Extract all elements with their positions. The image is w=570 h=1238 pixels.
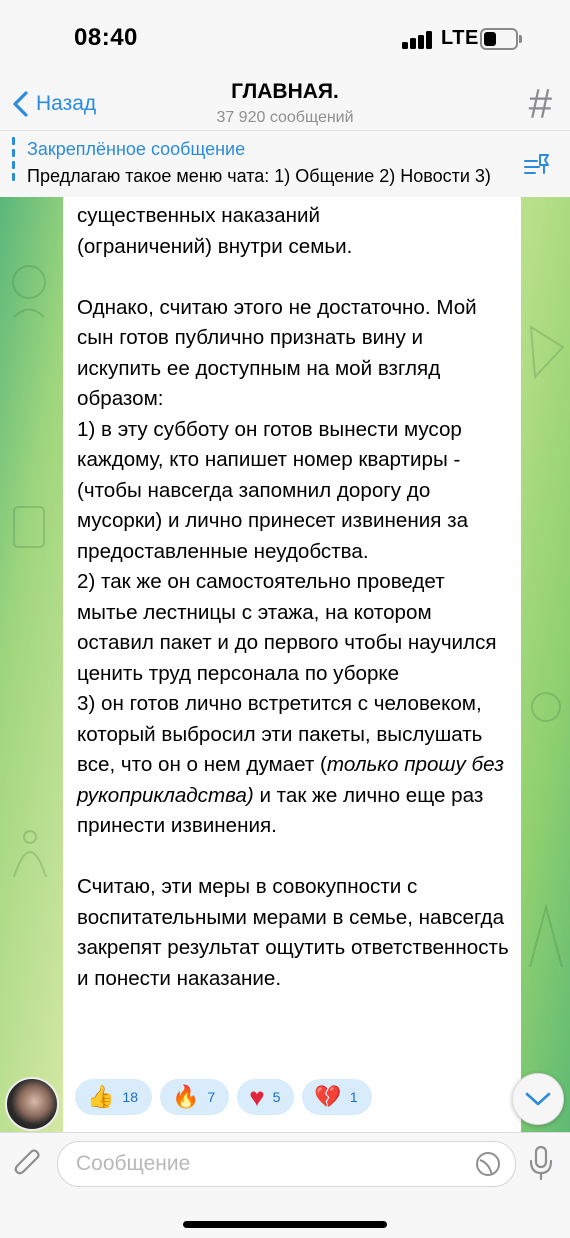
reaction-count: 7: [207, 1089, 216, 1105]
sender-avatar[interactable]: [5, 1077, 59, 1131]
battery-icon: [480, 28, 518, 50]
pinned-message[interactable]: [0, 130, 570, 198]
background-doodle: [525, 317, 569, 387]
back-button[interactable]: [8, 84, 96, 124]
reaction-count: 5: [272, 1089, 281, 1105]
composer-bar: [0, 1132, 570, 1238]
broken-heart-icon: 💔: [314, 1084, 342, 1109]
message-bubble[interactable]: [63, 197, 521, 1132]
pinned-title: Закреплённое сообщение: [27, 139, 246, 159]
reactions-row: [75, 1079, 372, 1115]
background-doodle: [6, 817, 54, 887]
message-text-part: и так же лично еще раз принести извинения. Считаю, эти меры в совокупности с воспитательными мерами в семье, навсегда закрепят результат ощутить ответственность и понести наказание.: [77, 783, 509, 990]
thumbs-up-icon: 👍: [87, 1084, 115, 1109]
chevron-down-icon: [524, 1090, 552, 1108]
back-label: Назад: [36, 92, 97, 115]
heart-icon: ♥: [249, 1082, 265, 1112]
network-label: LTE: [441, 27, 479, 49]
background-doodle: [526, 677, 568, 737]
reaction-fire[interactable]: [160, 1079, 229, 1115]
reaction-thumbs-up[interactable]: [75, 1079, 152, 1115]
scroll-down-button[interactable]: [512, 1073, 564, 1125]
signal-icon: [402, 31, 434, 49]
hash-icon[interactable]: #: [528, 80, 552, 127]
message-count: 37 920 сообщений: [216, 109, 354, 126]
pinned-text: Предлагаю такое меню чата: 1) Общение 2) Новости 3): [27, 166, 491, 186]
chat-area[interactable]: [0, 197, 570, 1132]
message-text-part: существенных наказаний (ограничений) внутри семьи. Однако, считаю этого не достаточно. Мой сын готов публично признать вину и искупить ее доступным на мой взгляд образом: 1) в эту субботу он готов вынести мусор каждому, кто напишет номер квартиры - (чтобы навсегда запомнил дорогу до мусорки) и лично принесет извинения за предоставленные неудобства. 2) так же он самостоятельно проведет мытье лестницы с этажа, на котором оставил пакет и до первого чтобы научился ценить труд персонала по уборке 3) он готов лично встретится с человеком, который выбросил эти пакеты, выслушать все, что он о нем думает (: [77, 204, 497, 776]
chat-title-block[interactable]: [150, 78, 420, 127]
reaction-heart[interactable]: [237, 1079, 294, 1115]
background-doodle: [8, 497, 52, 557]
sticker-icon[interactable]: [475, 1151, 501, 1177]
status-time: 08:40: [74, 24, 138, 51]
message-text: [77, 201, 509, 994]
reaction-count: 18: [122, 1089, 138, 1105]
pin-indicator: [12, 137, 15, 189]
microphone-icon[interactable]: [528, 1145, 554, 1181]
background-doodle: [4, 257, 54, 337]
background-doodle: [524, 897, 568, 977]
message-italic-text: только прошу без рукоприкладства): [77, 753, 504, 807]
paperclip-icon[interactable]: [12, 1145, 44, 1181]
chevron-left-icon: [8, 89, 36, 119]
reaction-broken-heart[interactable]: [302, 1079, 371, 1115]
chat-title: ГЛАВНАЯ.: [231, 80, 339, 103]
fire-icon: 🔥: [171, 1084, 200, 1109]
reaction-count: 1: [349, 1089, 358, 1105]
home-indicator: [183, 1221, 387, 1228]
message-field: [57, 1141, 516, 1187]
message-input[interactable]: [74, 1151, 458, 1177]
chat-header: [0, 78, 570, 130]
status-bar: [0, 0, 570, 78]
pinned-list-icon[interactable]: [522, 151, 552, 179]
